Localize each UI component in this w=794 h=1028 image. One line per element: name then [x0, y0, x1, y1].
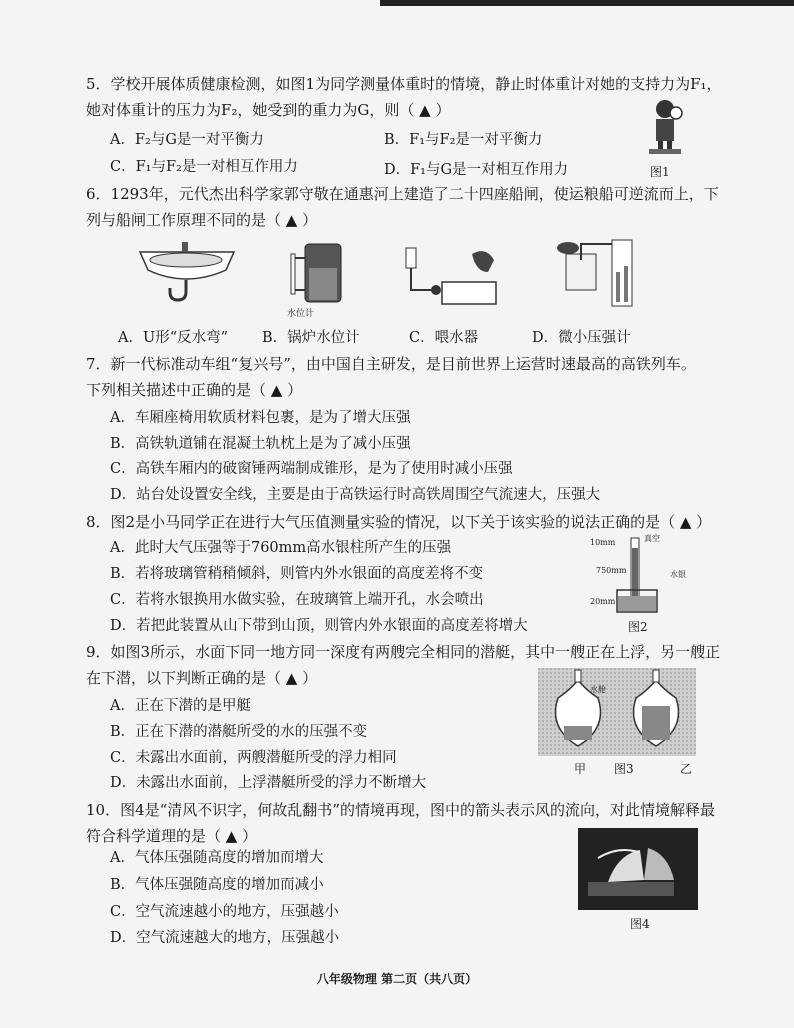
figure-2-label-vacuum: 真空	[644, 534, 660, 543]
q6-stem-line2: 列与船闸工作原理不同的是（ ▲ ）	[86, 211, 318, 229]
figure-2-label-10mm: 10mm	[590, 538, 616, 547]
q5-stem-line1: 5．学校开展体质健康检测，如图1为同学测量体重时的情境，静止时体重计对她的支持力为F₁，	[86, 75, 722, 93]
q6-stem-line1: 6．1293年，元代杰出科学家郭守敬在通惠河上建造了二十四座船闸，使运粮船可逆流而上，下	[86, 185, 719, 203]
q8-option-c: C．若将水银换用水做实验，在玻璃管上端开孔，水会喷出	[110, 592, 484, 608]
q8-option-b: B．若将玻璃管稍稍倾斜，则管内外水银面的高度差将不变	[110, 566, 484, 582]
q10-option-c: C．空气流速越小的地方，压强越小	[110, 904, 339, 920]
figure-4-caption: 图4	[630, 917, 650, 931]
q5-option-a: A．F₂与G是一对平衡力	[110, 132, 264, 148]
q6-option-b: B．锅炉水位计	[262, 330, 360, 346]
q6-option-d: D．微小压强计	[532, 330, 631, 346]
figure-2-label-750mm: 750mm	[596, 566, 627, 575]
q9-stem-line2: 在下潜，以下判断正确的是（ ▲ ）	[86, 669, 318, 687]
q9-stem-line1: 9．如图3所示，水面下同一地方同一深度有两艘完全相同的潜艇，其中一艘正在上浮，另一艘正	[86, 643, 721, 661]
figure-3-label-jia: 甲	[574, 762, 587, 776]
figure-1-caption: 图1	[650, 165, 670, 179]
q6-option-a: A．U形“反水弯”	[118, 330, 229, 346]
figure-3-label-water-tank: 水舱	[590, 685, 606, 694]
q9-option-b: B．正在下潜的潜艇所受的水的压强不变	[110, 724, 368, 740]
figure-3-caption: 图3	[614, 762, 634, 776]
q5-option-b: B．F₁与F₂是一对平衡力	[384, 132, 543, 148]
q7-option-c: C．高铁车厢内的破窗锤两端制成锥形，是为了使用时减小压强	[110, 461, 513, 477]
figure-3-submarines	[538, 668, 696, 756]
figure-2-torricelli-tube	[615, 536, 665, 616]
page-footer: 八年级物理 第二页（共八页）	[316, 972, 478, 986]
q6-option-c: C．喂水器	[409, 330, 479, 346]
q10-stem-line1: 10．图4是“清风不识字，何故乱翻书”的情境再现，图中的箭头表示风的流向，对此情境解释最	[86, 801, 715, 819]
figure-pressure-gauge	[554, 236, 636, 310]
figure-2-label-20mm: 20mm	[590, 597, 616, 606]
q7-option-d: D．站台处设置安全线，主要是由于高铁运行时高铁周围空气流速大，压强大	[110, 487, 601, 503]
figure-1-scale	[645, 95, 685, 157]
q8-option-d: D．若把此装置从山下带到山顶，则管内外水银面的高度差将增大	[110, 618, 528, 634]
q7-stem-line2: 下列相关描述中正确的是（ ▲ ）	[86, 381, 303, 399]
q5-option-d: D．F₁与G是一对相互作用力	[384, 162, 569, 178]
q9-option-d: D．未露出水面前，上浮潜艇所受的浮力不断增大	[110, 775, 427, 791]
figure-animal-feeder	[402, 242, 500, 310]
q10-stem-line2: 符合科学道理的是（ ▲ ）	[86, 827, 258, 845]
q5-stem-line2: 她对体重计的压力为F₂，她受到的重力为G，则（ ▲ ）	[86, 101, 451, 119]
q8-stem-line1: 8．图2是小马同学正在进行大气压值测量实验的情况，以下关于该实验的说法正确的是（ ▲ ）	[86, 513, 712, 531]
figure-2-label-mercury: 水银	[670, 570, 686, 579]
figure-u-trap-sink	[138, 240, 236, 306]
q9-option-c: C．未露出水面前，两艘潜艇所受的浮力相同	[110, 750, 397, 766]
q7-option-b: B．高铁轨道铺在混凝土轨枕上是为了减小压强	[110, 436, 411, 452]
q9-option-a: A．正在下潜的是甲艇	[110, 698, 251, 714]
figure-boiler-water-gauge	[285, 238, 351, 310]
q10-option-a: A．气体压强随高度的增加而增大	[110, 850, 324, 866]
q8-option-a: A．此时大气压强等于760mm高水银柱所产生的压强	[110, 540, 452, 556]
scan-edge-bar	[380, 0, 794, 6]
q10-option-d: D．空气流速越大的地方，压强越小	[110, 930, 340, 946]
q7-option-a: A．车厢座椅用软质材料包裹，是为了增大压强	[110, 410, 411, 426]
figure-2-caption: 图2	[628, 620, 648, 634]
figure-water-gauge-label: 水位计	[287, 309, 315, 319]
q5-option-c: C．F₁与F₂是一对相互作用力	[110, 159, 298, 175]
q7-stem-line1: 7．新一代标准动车组“复兴号”，由中国自主研发，是目前世界上运营时速最高的高铁列车。	[86, 355, 696, 373]
figure-4-book-photo	[578, 828, 698, 910]
q10-option-b: B．气体压强随高度的增加而减小	[110, 877, 324, 893]
figure-3-label-yi: 乙	[680, 762, 693, 776]
